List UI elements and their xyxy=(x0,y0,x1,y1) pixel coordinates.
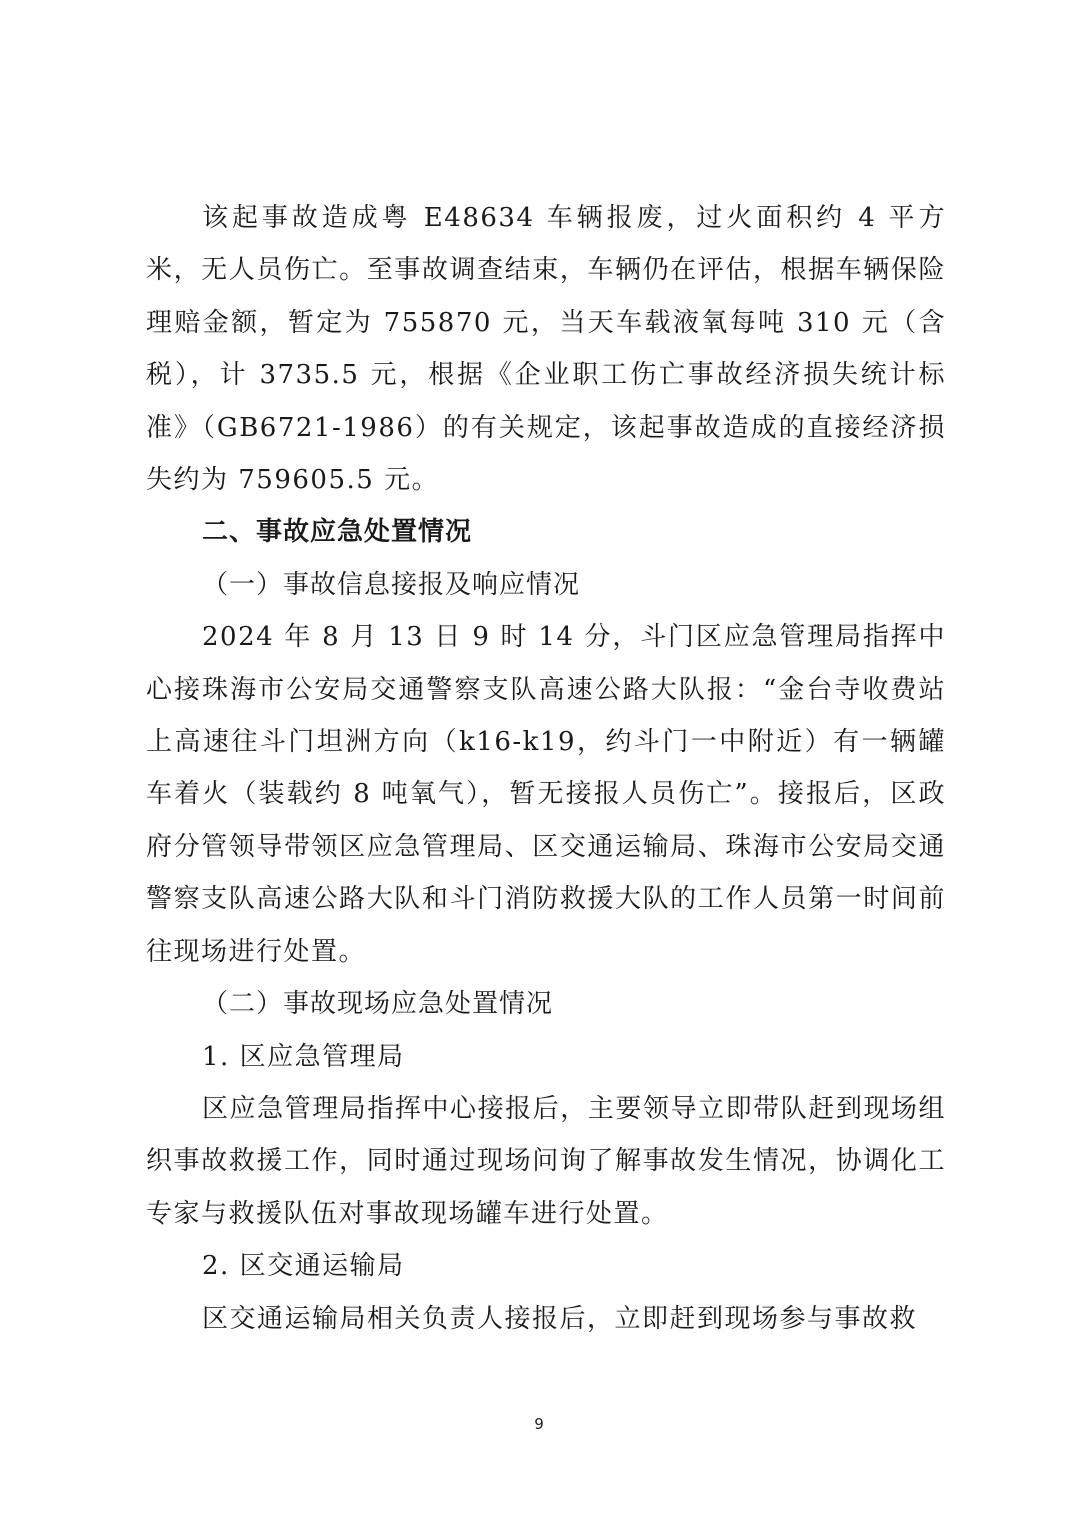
page-number: 9 xyxy=(534,1415,544,1433)
document-body xyxy=(146,192,946,1345)
paragraph-incident-report: 2024 年 8 月 13 日 9 时 14 分，斗门区应急管理局指挥中心接珠海市公安局交通警察支队高速公路大队报：“金台寺收费站上高速往斗门坦洲方向（k16-k19，约斗门一中附近）有一辆罐车着火（装载约 8 吨氧气），暂无接报人员伤亡”。接报后，区政府分管领导带领区应急管理局、区交通运输局、珠海市公安局交通警察支队高速公路大队和斗门消防救援大队的工作人员第一时间前往现场进行处置。 xyxy=(146,622,946,967)
paragraph-emergency-bureau: 区应急管理局指挥中心接报后，主要领导立即带队赶到现场组织事故救援工作，同时通过现场问询了解事故发生情况，协调化工专家与救援队伍对事故现场罐车进行处置。 xyxy=(146,1093,946,1229)
subsection-heading-onsite-response: （二）事故现场应急处置情况 xyxy=(202,989,554,1020)
item-heading-transport-bureau: 2. 区交通运输局 xyxy=(202,1251,405,1282)
paragraph-economic-loss: 该起事故造成粤 E48634 车辆报废，过火面积约 4 平方米，无人员伤亡。至事故调查结束，车辆仍在评估，根据车辆保险理赔金额，暂定为 755870 元，当天车载液氧每吨 310 元（含税），计 3735.5 元，根据《企业职工伤亡事故经济损失统计标准》（GB6721-1986）的有关规定，该起事故造成的直接经济损失约为 759605.5 元。 xyxy=(146,203,946,496)
paragraph-transport-bureau: 区交通运输局相关负责人接报后，立即赶到现场参与事故救 xyxy=(202,1303,918,1334)
item-heading-emergency-bureau: 1. 区应急管理局 xyxy=(202,1041,405,1072)
subsection-heading-info-reporting: （一）事故信息接报及响应情况 xyxy=(202,569,581,600)
section-heading-emergency-response: 二、事故应急处置情况 xyxy=(202,517,473,548)
